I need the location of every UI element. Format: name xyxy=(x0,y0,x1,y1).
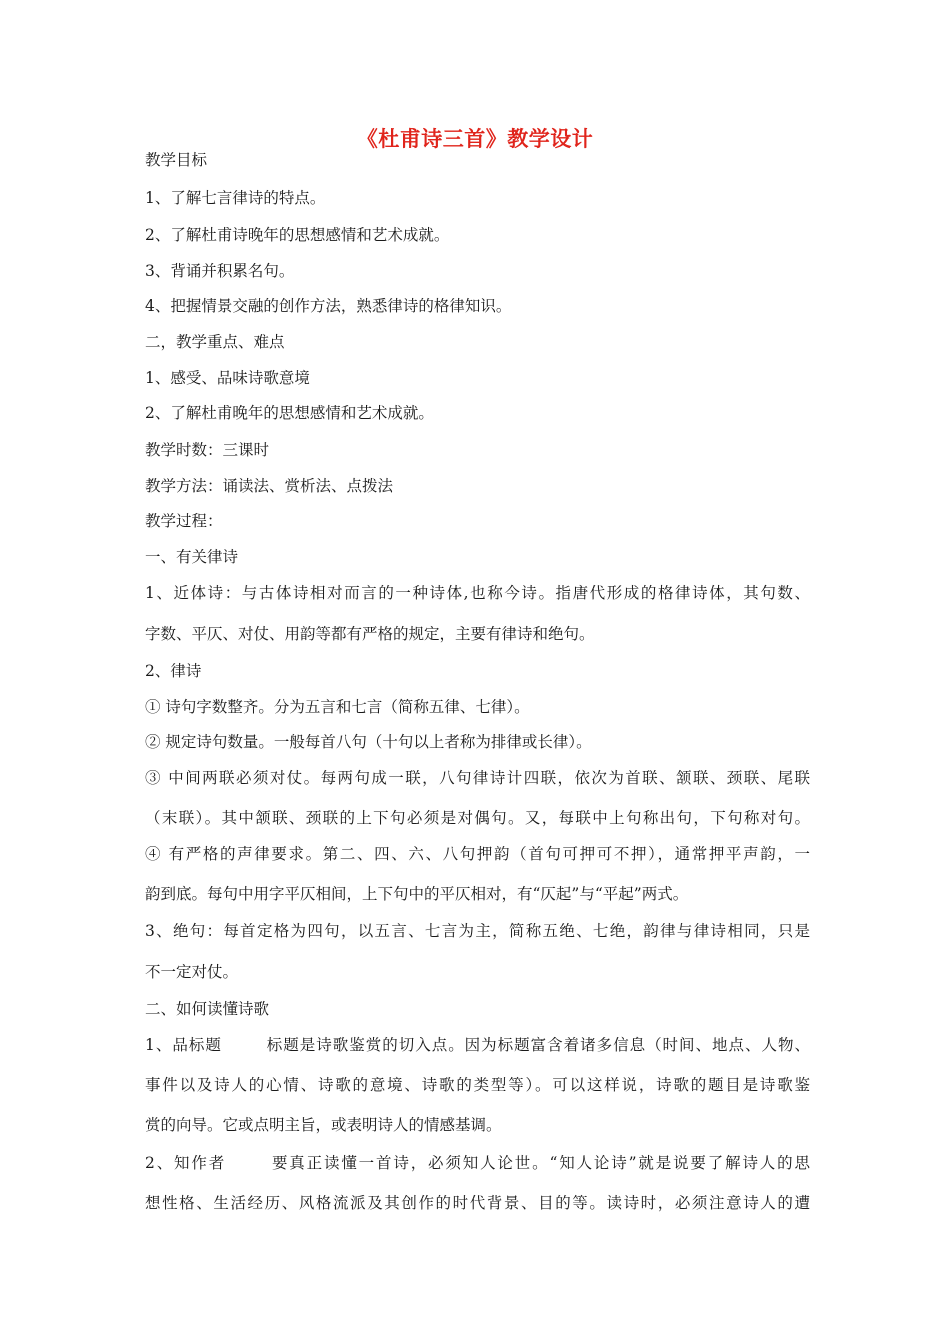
section-heading: 二、如何读懂诗歌 xyxy=(145,1000,270,1018)
section-heading: 二，教学重点、难点 xyxy=(145,333,285,351)
text-line: 3、背诵并积累名句。 xyxy=(145,262,295,280)
text-line: 1、了解七言律诗的特点。 xyxy=(145,189,326,207)
text-line: 2、了解杜甫晚年的思想感情和艺术成就。 xyxy=(145,404,434,422)
section-heading: 一、有关律诗 xyxy=(145,548,239,566)
text-line: ① 诗句字数整齐。分为五言和七言（简称五律、七律）。 xyxy=(145,698,530,716)
text-line xyxy=(145,1035,810,1055)
text-line xyxy=(145,1153,810,1173)
subheading-label: 2、知作者 xyxy=(145,1154,227,1172)
text-line: 事件以及诗人的心情、诗歌的意境、诗歌的类型等）。可以这样说，诗歌的题目是诗歌鉴 xyxy=(145,1076,810,1094)
text-line: ④ 有严格的声律要求。第二、四、六、八句押韵（首句可押可不押），通常押平声韵，一 xyxy=(145,845,810,863)
subheading-label: 1、品标题 xyxy=(145,1036,222,1054)
text-line: 赏的向导。它或点明主旨，或表明诗人的情感基调。 xyxy=(145,1116,502,1134)
text-line: 3、绝句：每首定格为四句，以五言、七言为主，简称五绝、七绝，韵律与律诗相同，只是 xyxy=(145,922,810,940)
text-line: 2、了解杜甫诗晚年的思想感情和艺术成就。 xyxy=(145,226,450,244)
document-title: 《杜甫诗三首》教学设计 xyxy=(356,126,594,151)
text-line: ② 规定诗句数量。一般每首八句（十句以上者称为排律或长律）。 xyxy=(145,733,592,751)
text-line: 韵到底。每句中用字平仄相间，上下句中的平仄相对，有“仄起”与“平起”两式。 xyxy=(145,885,689,903)
text-line: 4、把握情景交融的创作方法，熟悉律诗的格律知识。 xyxy=(145,297,512,315)
text-line: 教学目标 xyxy=(145,151,208,169)
text-line: 教学方法：诵读法、赏析法、点拨法 xyxy=(145,477,394,495)
text-line: 1、感受、品味诗歌意境 xyxy=(145,369,310,387)
text-line: 想性格、生活经历、风格流派及其创作的时代背景、目的等。读诗时，必须注意诗人的遭 xyxy=(145,1194,810,1212)
text-line: （末联）。其中颔联、颈联的上下句必须是对偶句。又，每联中上句称出句，下句称对句。 xyxy=(145,809,810,827)
text-line: 教学时数：三课时 xyxy=(145,441,270,459)
text-line: 字数、平仄、对仗、用韵等都有严格的规定，主要有律诗和绝句。 xyxy=(145,625,595,643)
text-line: 教学过程： xyxy=(145,512,223,530)
text-line: 不一定对仗。 xyxy=(145,963,239,981)
text-line: 2、律诗 xyxy=(145,662,202,680)
text-line: 1、近体诗：与古体诗相对而言的一种诗体,也称今诗。指唐代形成的格律诗体，其句数、 xyxy=(145,584,810,602)
text-span: 要真正读懂一首诗，必须知人论世。“知人论诗”就是说要了解诗人的思 xyxy=(270,1154,810,1172)
text-span: 标题是诗歌鉴赏的切入点。因为标题富含着诸多信息（时间、地点、人物、 xyxy=(265,1036,810,1054)
text-line: ③ 中间两联必须对仗。每两句成一联，八句律诗计四联，依次为首联、颔联、颈联、尾联 xyxy=(145,769,810,787)
